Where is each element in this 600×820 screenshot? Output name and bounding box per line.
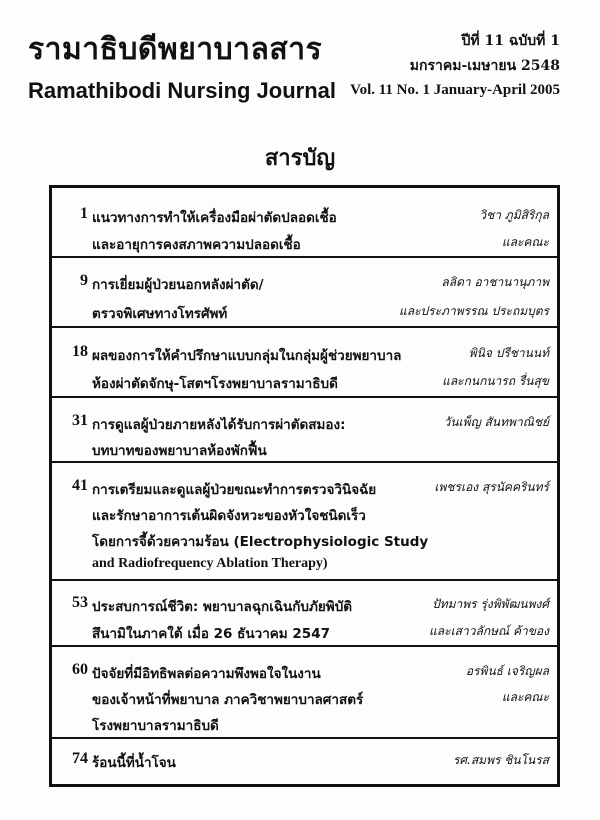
article-author: อรพินธ์ เจริญผล xyxy=(465,664,549,678)
article-author: วิชา ภูมิสิริกุล xyxy=(479,208,549,222)
article-title-line: ประสบการณ์ชีวิต: พยาบาลฉุกเฉินกับภัยพิบัติ xyxy=(92,599,353,615)
page-number: 60 xyxy=(72,661,88,678)
article-author: พินิจ ปรีชานนท์ xyxy=(468,346,549,360)
article-title-line: สึนามิในภาคใต้ เมื่อ 26 ธันวาคม 2547 xyxy=(92,626,330,642)
article-title-line: ปัจจัยที่มีอิทธิพลต่อความพึงพอใจในงาน xyxy=(92,666,321,682)
article-title-line: ตรวจพิเศษทางโทรศัพท์ xyxy=(92,306,228,322)
article-author: และคณะ xyxy=(501,690,549,704)
article-author: และกนกนารถ รื่นสุข xyxy=(442,374,549,388)
article-title-line: ร้อนนี้ที่น้ำโจน xyxy=(92,755,176,771)
page-number: 53 xyxy=(72,594,88,611)
toc-entry[interactable] xyxy=(52,188,557,258)
article-title-line: การเยี่ยมผู้ป่วยนอกหลังผ่าตัด/ xyxy=(92,277,264,293)
page-number: 18 xyxy=(72,343,88,360)
article-author: เพชรเอง สุรนัคครินทร์ xyxy=(434,480,549,494)
article-author: วันเพ็ญ สันทพาณิชย์ xyxy=(443,415,549,429)
article-title-line: แนวทางการทำให้เครื่องมือผ่าตัดปลอดเชื้อ xyxy=(92,210,337,226)
journal-title-thai: รามาธิบดีพยาบาลสาร xyxy=(28,32,323,67)
toc-entry[interactable] xyxy=(52,256,557,328)
issue-info-english: Vol. 11 No. 1 January-April 2005 xyxy=(350,82,560,98)
article-author: และเสาวลักษณ์ ค้าของ xyxy=(429,624,549,638)
toc-entry[interactable] xyxy=(52,737,557,784)
toc-entry[interactable] xyxy=(52,461,557,581)
journal-header xyxy=(0,0,600,110)
article-author: รศ.สมพร ชินโนรส xyxy=(452,753,549,767)
toc-entry[interactable] xyxy=(52,579,557,647)
article-author: ลลิดา อาชานานุภาพ xyxy=(441,275,549,289)
article-title-line: ของเจ้าหน้าที่พยาบาล ภาควิชาพยาบาลศาสตร์ xyxy=(92,692,364,708)
toc-entry[interactable] xyxy=(52,396,557,463)
page-number: 41 xyxy=(72,477,88,494)
article-title-line: และอายุการคงสภาพความปลอดเชื้อ xyxy=(92,237,301,253)
article-author: ปัทมาพร รุ่งพิพัฒนพงศ์ xyxy=(432,597,549,611)
article-title-line: และรักษาอาการเต้นผิดจังหวะของหัวใจชนิดเร็ว xyxy=(92,508,366,524)
issue-date-thai: มกราคม-เมษายน 2548 xyxy=(409,58,560,74)
article-title-line: การดูแลผู้ป่วยภายหลังได้รับการผ่าตัดสมอง: xyxy=(92,417,346,433)
article-title-line: โดยการจี้ด้วยความร้อน (Electrophysiologic Study xyxy=(92,534,429,550)
page-number: 74 xyxy=(72,750,88,767)
page-number: 9 xyxy=(80,272,88,289)
journal-title-english: Ramathibodi Nursing Journal xyxy=(28,78,337,103)
table-of-contents xyxy=(49,185,560,787)
article-title-line: บทบาทของพยาบาลห้องพักฟื้น xyxy=(92,443,267,459)
article-author: และคณะ xyxy=(501,235,549,249)
article-title-line: and Radiofrequency Ablation Therapy) xyxy=(92,556,328,571)
table-of-contents-title: สารบัญ xyxy=(264,146,336,171)
page-number: 1 xyxy=(80,205,88,222)
toc-entry[interactable] xyxy=(52,326,557,398)
article-title-line: ผลของการให้คำปรึกษาแบบกลุ่มในกลุ่มผู้ช่วยพยาบาล xyxy=(92,348,402,364)
page-number: 31 xyxy=(72,412,88,429)
toc-entry[interactable] xyxy=(52,645,557,739)
article-title-line: การเตรียมและดูแลผู้ป่วยขณะทำการตรวจวินิจฉัย xyxy=(92,482,377,498)
article-title-line: โรงพยาบาลรามาธิบดี xyxy=(92,718,219,734)
article-title-line: ห้องผ่าตัดจักษุ-โสตฯโรงพยาบาลรามาธิบดี xyxy=(92,376,338,392)
article-author: และประภาพรรณ ประถมบุตร xyxy=(399,304,549,318)
issue-volume-thai: ปีที่ 11 ฉบับที่ 1 xyxy=(461,33,560,49)
